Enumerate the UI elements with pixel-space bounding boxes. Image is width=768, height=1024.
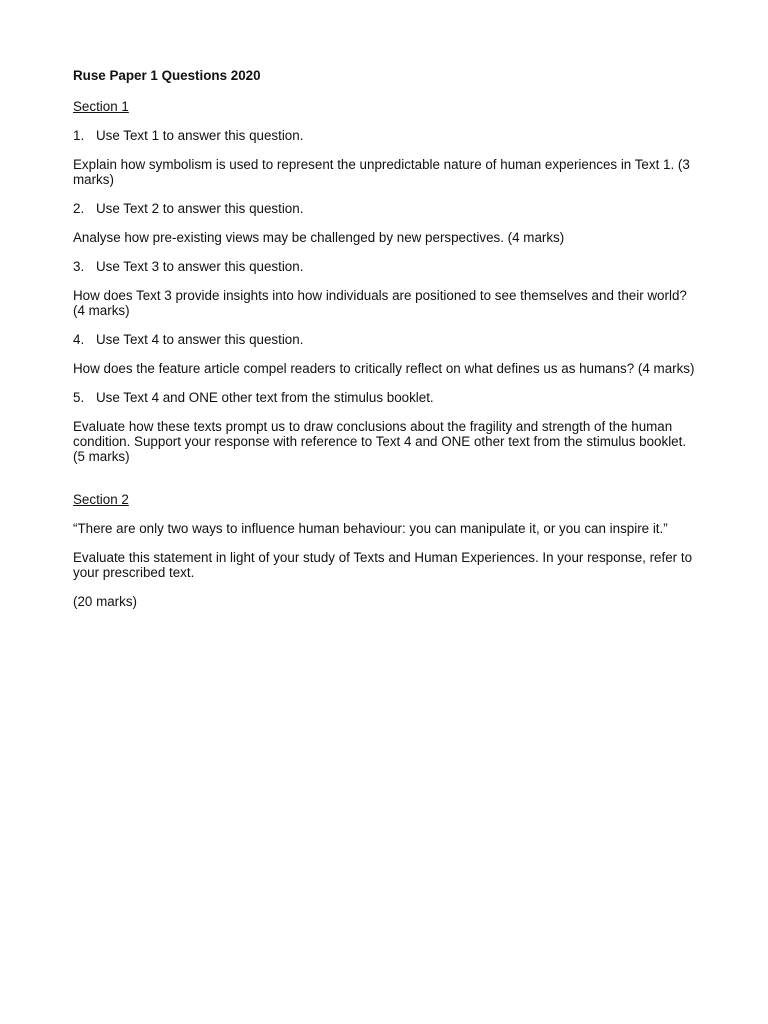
question-3-number: 3. xyxy=(73,259,85,274)
question-2 xyxy=(73,201,698,245)
question-2-text: Analyse how pre-existing views may be challenged by new perspectives. (4 marks) xyxy=(73,230,565,245)
question-3-text: How does Text 3 provide insights into how individuals are positioned to see themselves and their world? (4 marks) xyxy=(73,288,687,318)
question-5-instruction xyxy=(73,390,698,405)
question-4-text: How does the feature article compel readers to critically reflect on what defines us as humans? (4 marks) xyxy=(73,361,695,376)
question-3-instruction-text: Use Text 3 to answer this question. xyxy=(96,259,304,274)
question-1 xyxy=(73,128,698,187)
question-1-number: 1. xyxy=(73,128,85,143)
section-2-prompt: Evaluate this statement in light of your study of Texts and Human Experiences. In your response, refer to your prescribed text. xyxy=(73,550,693,580)
section-2-quote: “There are only two ways to influence human behaviour: you can manipulate it, or you can inspire it.” xyxy=(73,521,668,536)
question-1-instruction xyxy=(73,128,698,143)
question-2-number: 2. xyxy=(73,201,85,216)
document-page xyxy=(73,68,698,623)
question-1-instruction-text: Use Text 1 to answer this question. xyxy=(96,128,304,143)
question-1-text: Explain how symbolism is used to represent the unpredictable nature of human experiences in Text 1. (3 marks) xyxy=(73,157,690,187)
question-5 xyxy=(73,390,698,464)
question-4-number: 4. xyxy=(73,332,85,347)
question-4 xyxy=(73,332,698,376)
question-5-instruction-text: Use Text 4 and ONE other text from the stimulus booklet. xyxy=(96,390,434,405)
document-title: Ruse Paper 1 Questions 2020 xyxy=(73,68,261,83)
question-5-number: 5. xyxy=(73,390,85,405)
question-2-instruction-text: Use Text 2 to answer this question. xyxy=(96,201,304,216)
question-2-instruction xyxy=(73,201,698,216)
question-4-instruction-text: Use Text 4 to answer this question. xyxy=(96,332,304,347)
section-2-marks: (20 marks) xyxy=(73,594,137,609)
question-4-instruction xyxy=(73,332,698,347)
section-spacer xyxy=(73,478,698,492)
section-1-heading: Section 1 xyxy=(73,99,129,114)
question-3-instruction xyxy=(73,259,698,274)
question-3 xyxy=(73,259,698,318)
question-5-text: Evaluate how these texts prompt us to draw conclusions about the fragility and strength of the human condition. Support your response with reference to Text 4 and ONE other text from the stimulus booklet. (5 marks) xyxy=(73,419,687,464)
section-2-heading: Section 2 xyxy=(73,492,129,507)
